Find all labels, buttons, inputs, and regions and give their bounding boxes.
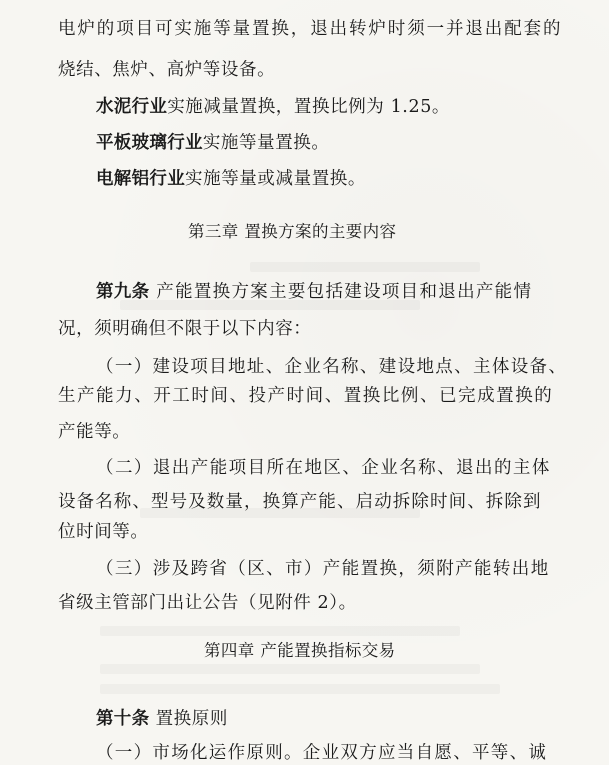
chapter-4-heading: 第四章 产能置换指标交易	[204, 641, 396, 660]
item-3-line: （三）涉及跨省（区、市）产能置换，须附产能转出地	[96, 559, 550, 579]
glass-keyword: 平板玻璃行业	[96, 133, 203, 153]
article-9-keyword: 第九条	[96, 282, 150, 302]
glass-text: 实施等量置换。	[202, 133, 330, 153]
article-10-text: 置换原则	[149, 709, 228, 729]
principle-1-line: （一）市场化运作原则。企业双方应当自愿、平等、诚	[96, 743, 548, 763]
show-through-mark	[250, 262, 480, 272]
article-10	[96, 707, 228, 731]
item-1-line: 生产能力、开工时间、投产时间、置换比例、已完成置换的	[58, 386, 554, 406]
item-3-line: 省级主管部门出让公告（见附件 2）。	[58, 593, 357, 613]
cement-text: 实施减量置换，置换比例为 1.25。	[167, 97, 451, 117]
cement-rule	[96, 95, 450, 119]
body-line: 电炉的项目可实施等量置换，退出转炉时须一并退出配套的	[58, 19, 563, 39]
item-1-line: （一）建设项目地址、企业名称、建设地点、主体设备、	[96, 357, 568, 377]
show-through-mark	[100, 684, 500, 694]
item-2-line: 位时间等。	[58, 522, 149, 542]
body-line: 烧结、焦炉、高炉等设备。	[58, 60, 276, 80]
aluminum-rule	[96, 167, 366, 191]
article-9	[96, 280, 532, 304]
item-2-line: （二）退出产能项目所在地区、企业名称、退出的主体	[96, 458, 551, 478]
show-through-mark	[100, 626, 460, 636]
article-9-text: 产能置换方案主要包括建设项目和退出产能情	[149, 282, 533, 302]
aluminum-keyword: 电解铝行业	[96, 169, 185, 189]
glass-rule	[96, 131, 330, 155]
aluminum-text: 实施等量或减量置换。	[185, 169, 366, 189]
item-1-line: 产能等。	[58, 422, 131, 442]
show-through-mark	[100, 664, 480, 674]
item-2-line: 设备名称、型号及数量，换算产能、启动拆除时间、拆除到	[58, 492, 542, 512]
article-10-keyword: 第十条	[96, 709, 150, 729]
cement-keyword: 水泥行业	[96, 97, 168, 117]
body-line: 况，须明确但不限于以下内容：	[58, 319, 312, 339]
chapter-3-heading: 第三章 置换方案的主要内容	[188, 222, 397, 241]
